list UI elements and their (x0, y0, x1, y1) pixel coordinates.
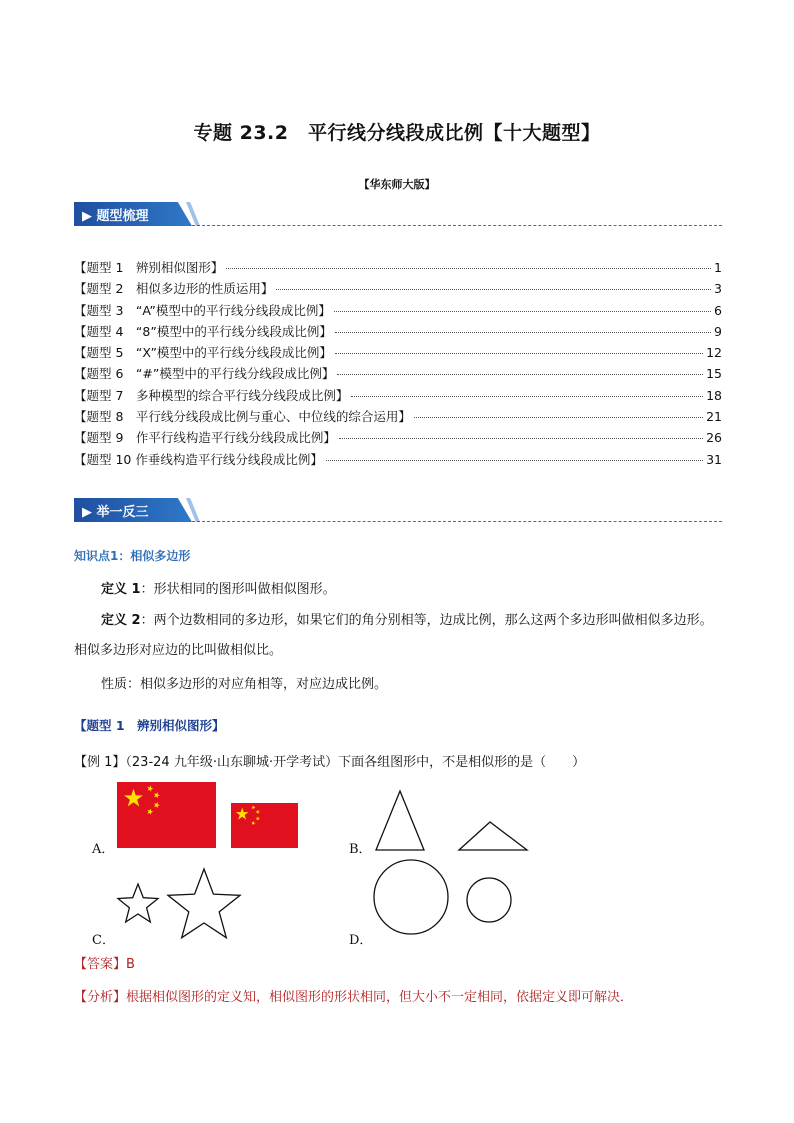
toc-item[interactable]: 【题型 6 “#”模型中的平行线分线段成比例】 15 (74, 366, 722, 382)
star-figures (118, 869, 240, 938)
toc-item[interactable]: 【题型 7 多种模型的综合平行线分线段成比例】 18 (74, 387, 722, 403)
toc-item[interactable]: 【题型 1 辨别相似图形】 1 (74, 260, 722, 275)
banner-title: 题型梳理 (96, 209, 149, 224)
option-a-label[interactable]: A． (92, 842, 115, 857)
star-large (168, 869, 240, 938)
option-b-label[interactable]: B． (349, 842, 372, 857)
toc-item[interactable]: 【题型 9 作平行线构造平行线分线段成比例】 26 (74, 430, 722, 446)
triangle-large (376, 791, 424, 850)
property-text: 性质：相似多边形的对应角相等，对应边成比例。 (101, 677, 388, 692)
toc-item[interactable]: 【题型 10 作垂线构造平行线分线段成比例】 31 (74, 451, 722, 467)
flag-small (231, 803, 298, 848)
option-c-label[interactable]: C． (92, 933, 115, 948)
example-question: 【例 1】（23-24 九年级·山东聊城·开学考试）下面各组图形中，不是相似形的是（ ） (74, 755, 586, 770)
banner-title: 举一反三 (96, 505, 149, 520)
definition-1: 定义 1：形状相同的图形叫做相似图形。 (101, 582, 336, 597)
play-icon: ▶ (82, 505, 92, 520)
play-icon: ▶ (82, 209, 92, 224)
toc-item[interactable]: 【题型 3 “A”模型中的平行线分线段成比例】 6 (74, 302, 722, 318)
knowledge-point-title: 知识点1：相似多边形 (74, 549, 191, 563)
circle-large (374, 860, 448, 934)
question-type-heading: 【题型 1 辨别相似图形】 (74, 718, 225, 733)
triangle-small (459, 822, 527, 850)
flag-figures (117, 782, 298, 848)
toc-item[interactable]: 【题型 8 平行线分线段成比例与重心、中位线的综合运用】 21 (74, 409, 722, 425)
circle-small (467, 878, 511, 922)
definition-2: 定义 2：两个边数相同的多边形，如果它们的角分别相等，边成比例，那么这两个多边形叫做相似多边形。相似多边形对应边的比叫做相似比。 (74, 613, 713, 658)
analysis: 【分析】根据相似图形的定义知，相似图形的形状相同，但大小不一定相同，依据定义即可解决． (74, 990, 634, 1005)
option-d-label[interactable]: D． (349, 933, 373, 948)
flag-large (117, 782, 216, 848)
answer: 【答案】B (74, 957, 135, 972)
toc-item[interactable]: 【题型 5 “X”模型中的平行线分线段成比例】 12 (74, 345, 722, 361)
page-title: 专题 23.2 平行线分线段成比例【十大题型】 (193, 122, 601, 144)
toc-item[interactable]: 【题型 2 相似多边形的性质运用】 3 (74, 281, 722, 297)
edition-label: 【华东师大版】 (358, 178, 436, 191)
star-small (118, 884, 158, 922)
toc-item[interactable]: 【题型 4 “8”模型中的平行线分线段成比例】 9 (74, 323, 722, 339)
